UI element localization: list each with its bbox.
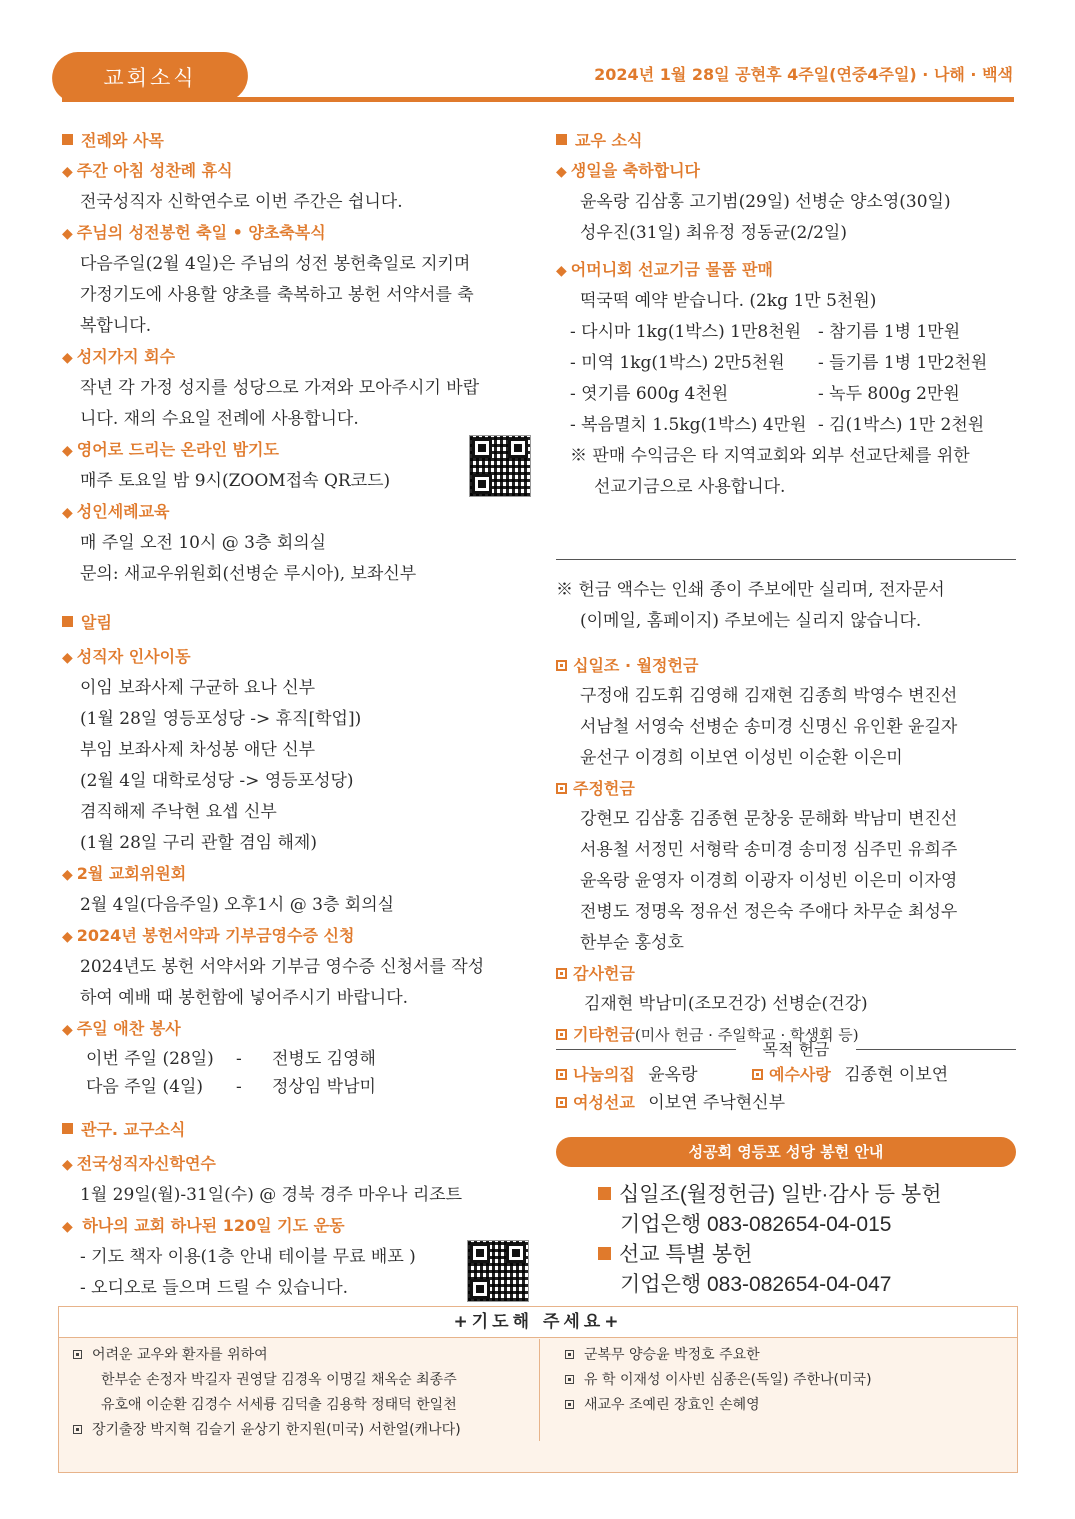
sale-item-row — [570, 379, 1026, 410]
sale-item: - 들기름 1병 1만2천원 — [818, 353, 988, 373]
diamond-bullet-icon: ◆ — [62, 164, 73, 180]
right-column — [556, 126, 1026, 503]
offering-notice-line: ※ 헌금 액수는 인쇄 종이 주보에만 실리며, 전자문서 — [556, 580, 945, 600]
prayer-box-title: +기도해 주세요+ — [59, 1307, 1017, 1338]
purpose-row-3: 여성선교 이보연 주낙현신부 — [556, 1088, 785, 1118]
diamond-bullet-icon: ◆ — [62, 443, 73, 459]
item-candlemas-title: ◆ 주님의 성전봉헌 축일 • 양초축복식 — [62, 223, 326, 242]
item-clergy-transfer-title: ◆ 성직자 인사이동 — [62, 647, 191, 666]
offering-weekly-names: 윤옥랑 윤영자 이경희 이광자 이성빈 이은미 이자영 — [580, 871, 958, 891]
bank-account-tithe: 십일조(월정헌금) 일반·감사 등 봉헌 기업은행 083-082654-04-015 — [598, 1180, 942, 1240]
section-liturgy-title: 전례와 사목 — [62, 126, 542, 156]
item-agape-service-title: ◆ 주일 애찬 봉사 — [62, 1019, 181, 1038]
right-column-offerings — [556, 575, 1026, 1050]
bank-account-mission: 선교 특별 봉헌 기업은행 083-082654-04-047 — [598, 1240, 891, 1300]
boxed-square-icon — [556, 968, 567, 979]
item-palm-return-line: 니다. 재의 수요일 전례에 사용합니다. — [80, 409, 359, 429]
offering-weekly-names: 한부순 홍성호 — [580, 933, 684, 953]
prayer-request-box — [58, 1306, 1018, 1473]
diamond-bullet-icon: ◆ — [62, 505, 73, 521]
square-bullet-icon — [62, 1123, 73, 1134]
offering-tithe-names: 서남철 서영숙 선병순 송미경 신명신 유인환 윤길자 — [580, 717, 958, 737]
boxed-square-icon — [556, 1029, 567, 1040]
offering-thanks-names: 김재현 박남미(조모건강) 선병순(건강) — [584, 994, 868, 1014]
item-candlemas-line: 다음주일(2월 4일)은 주님의 성전 봉헌축일로 지키며 — [80, 254, 471, 274]
item-online-prayer-title: ◆ 영어로 드리는 온라인 밤기도 — [62, 440, 279, 459]
item-church-council-title: ◆ 2월 교회위원회 — [62, 864, 187, 883]
square-bullet-icon — [62, 616, 73, 627]
item-120day-prayer-line: - 오디오로 들으며 드릴 수 있습니다. — [80, 1278, 349, 1298]
purpose-row-2: 예수사랑 김종현 이보연 — [752, 1060, 948, 1090]
diamond-bullet-icon: ◆ — [62, 650, 73, 666]
sale-item-row — [570, 410, 1026, 441]
boxed-square-icon — [73, 1350, 82, 1359]
item-birthday-line: 성우진(31일) 최유정 정동균(2/2일) — [580, 223, 847, 243]
diamond-bullet-icon: ◆ — [62, 226, 73, 242]
prayer-box-divider — [539, 1339, 540, 1441]
item-clergy-study-title: ◆ 전국성직자신학연수 — [62, 1154, 216, 1173]
sale-item-row — [570, 348, 1026, 379]
sale-item: - 녹두 800g 2만원 — [818, 384, 960, 404]
diamond-bullet-icon: ◆ — [62, 1157, 73, 1173]
item-online-prayer-text: 매주 토요일 밤 9시(ZOOM접속 QR코드) — [80, 471, 391, 491]
zoom-qr-code-icon[interactable] — [469, 435, 531, 497]
sale-item: - 미역 1kg(1박스) 2만5천원 — [570, 353, 785, 373]
purpose-row-1: 나눔의집 윤옥랑 — [556, 1060, 698, 1090]
section-notice-title: 알림 — [62, 608, 542, 638]
offering-weekly-names: 서용철 서정민 서형락 송미경 송미정 심주민 유희주 — [580, 840, 958, 860]
diamond-bullet-icon: ◆ — [62, 1022, 73, 1038]
square-bullet-icon — [62, 134, 73, 145]
boxed-square-icon — [565, 1400, 574, 1409]
boxed-square-icon — [556, 783, 567, 794]
left-column — [62, 126, 542, 1304]
prayer-audio-qr-code-icon[interactable] — [467, 1240, 529, 1302]
sale-item: - 엿기름 600g 4천원 — [570, 384, 729, 404]
diamond-bullet-icon: ◆ — [62, 350, 73, 366]
item-120day-prayer-line: - 기도 책자 이용(1층 안내 테이블 무료 배포 ) — [80, 1247, 416, 1267]
item-pledge-receipt-line: 하여 예배 때 봉헌함에 넣어주시기 바랍니다. — [80, 988, 409, 1008]
boxed-square-icon — [565, 1350, 574, 1359]
purpose-line-right — [856, 1049, 1016, 1050]
section-province-title: 관구. 교구소식 — [62, 1115, 542, 1145]
item-candlemas-line: 복합니다. — [80, 316, 152, 336]
header-rule — [62, 97, 1014, 102]
section-parishioner-title: 교우 소식 — [556, 126, 1026, 156]
sale-item-row — [570, 317, 1026, 348]
item-morning-eucharist-text: 전국성직자 신학연수로 이번 주간은 쉽니다. — [80, 192, 403, 212]
offering-weekly-names: 전병도 정명옥 정유선 정은숙 주애다 차무순 최성우 — [580, 902, 958, 922]
item-clergy-transfer-line: (1월 28일 구리 관할 겸임 해제) — [80, 833, 317, 853]
offering-tithe-names: 구정애 김도휘 김영해 김재현 김종희 박영수 변진선 — [580, 686, 958, 706]
offering-tithe-names: 윤선구 이경희 이보연 이성빈 이순환 이은미 — [580, 748, 903, 768]
item-adult-baptism-line: 문의: 새교우위원회(선병순 루시아), 보좌신부 — [80, 564, 417, 584]
item-mothers-sale-title: ◆ 어머니회 선교기금 물품 판매 — [556, 260, 773, 279]
item-clergy-study-text: 1월 29일(월)-31일(수) @ 경북 경주 마우나 리조트 — [80, 1185, 463, 1205]
sale-item: - 다시마 1kg(1박스) 1만8천원 — [570, 322, 802, 342]
square-bullet-icon — [598, 1187, 611, 1200]
offering-tithe-title: 십일조 · 월정헌금 — [556, 651, 1026, 681]
agape-service-row: 이번 주일 (28일) - 전병도 김영해 — [86, 1049, 376, 1069]
sale-item: - 참기름 1병 1만원 — [818, 322, 961, 342]
item-clergy-transfer-line: 부임 보좌사제 차성봉 애단 신부 — [80, 740, 316, 760]
diamond-bullet-icon: ◆ — [556, 164, 567, 180]
item-adult-baptism-line: 매 주일 오전 10시 @ 3층 회의실 — [80, 533, 327, 553]
offering-weekly-title: 주정헌금 — [556, 774, 1026, 804]
boxed-square-icon — [73, 1425, 82, 1434]
square-bullet-icon — [598, 1247, 611, 1260]
item-adult-baptism-title: ◆ 성인세례교육 — [62, 502, 170, 521]
header-section-label: 교회소식 — [103, 66, 197, 90]
sale-item: - 김(1박스) 1만 2천원 — [818, 415, 985, 435]
item-birthday-line: 윤옥랑 김삼홍 고기범(29일) 선병순 양소영(30일) — [580, 192, 951, 212]
item-morning-eucharist-title: ◆ 주간 아침 성찬례 휴식 — [62, 161, 233, 180]
boxed-square-icon — [565, 1375, 574, 1384]
right-divider — [556, 559, 1016, 560]
offering-weekly-names: 강현모 김삼홍 김종현 문창웅 문해화 박남미 변진선 — [580, 809, 958, 829]
purpose-offering-label: 목적 헌금 — [762, 1040, 830, 1059]
header-date-line: 2024년 1월 28일 공현후 4주일(연중4주일) · 나해 · 백색 — [594, 65, 1013, 84]
diamond-bullet-icon: ◆ — [62, 867, 73, 883]
prayer-right-column: 군복무 양승윤 박정호 주요한 유 학 이재성 이사빈 심종은(독일) 주한나(미국) 새교우 조예린 장효인 손혜영 — [565, 1343, 1005, 1418]
item-clergy-transfer-line: (1월 28일 영등포성당 -> 휴직[학업]) — [80, 709, 362, 729]
agape-service-row: 다음 주일 (4일) - 정상임 박남미 — [86, 1077, 376, 1097]
item-pledge-receipt-title: ◆ 2024년 봉헌서약과 기부금영수증 신청 — [62, 926, 355, 945]
boxed-square-icon — [556, 1097, 567, 1108]
offering-thanks-title: 감사헌금 — [556, 959, 1026, 989]
boxed-square-icon — [752, 1069, 763, 1080]
offering-guide-banner: 성공회 영등포 성당 봉헌 안내 — [556, 1137, 1016, 1167]
item-palm-return-title: ◆ 성지가지 회수 — [62, 347, 176, 366]
item-mothers-sale-note: 선교기금으로 사용합니다. — [594, 477, 786, 497]
item-clergy-transfer-line: 이임 보좌사제 구균하 요나 신부 — [80, 678, 316, 698]
square-bullet-icon — [556, 134, 567, 145]
purpose-line-left — [556, 1049, 736, 1050]
item-birthday-title: ◆ 생일을 축하합니다 — [556, 161, 700, 180]
offering-notice-line: (이메일, 홈페이지) 주보에는 실리지 않습니다. — [580, 611, 922, 631]
diamond-bullet-icon: ◆ — [62, 1219, 73, 1235]
item-candlemas-line: 가정기도에 사용할 양초를 축복하고 봉헌 서약서를 축 — [80, 285, 474, 305]
item-church-council-text: 2월 4일(다음주일) 오후1시 @ 3층 회의실 — [80, 895, 395, 915]
sale-item: - 복음멸치 1.5kg(1박스) 4만원 — [570, 415, 807, 435]
diamond-bullet-icon: ◆ — [62, 929, 73, 945]
prayer-left-column: 어려운 교우와 환자를 위하여 한부순 손정자 박길자 권영달 김경옥 이명길 채옥순 최종주 유호애 이순환 김경수 서세륭 김덕출 김용학 정태덕 한일천 장기출장 박지혁 김슬기 윤상기 한지원(미국) 서한얼(캐나다) — [73, 1343, 533, 1443]
sale-items-list — [556, 317, 1026, 441]
item-pledge-receipt-line: 2024년도 봉헌 서약서와 기부금 영수증 신청서를 작성 — [80, 957, 485, 977]
item-clergy-transfer-line: 겸직해제 주낙현 요셉 신부 — [80, 802, 277, 822]
boxed-square-icon — [556, 660, 567, 671]
boxed-square-icon — [556, 1069, 567, 1080]
item-mothers-sale-note: ※ 판매 수익금은 타 지역교회와 외부 선교단체를 위한 — [570, 446, 970, 466]
offering-other-title: 기타헌금(미사 헌금 · 주일학교 · 학생회 등) — [556, 1020, 1026, 1050]
item-120day-prayer-title: ◆ 하나의 교회 하나된 120일 기도 운동 — [62, 1216, 345, 1235]
diamond-bullet-icon: ◆ — [556, 263, 567, 279]
item-palm-return-line: 작년 각 가정 성지를 성당으로 가져와 모아주시기 바랍 — [80, 378, 480, 398]
item-mothers-sale-intro: 떡국떡 예약 받습니다. (2kg 1만 5천원) — [580, 291, 877, 311]
item-clergy-transfer-line: (2월 4일 대학로성당 -> 영등포성당) — [80, 771, 354, 791]
